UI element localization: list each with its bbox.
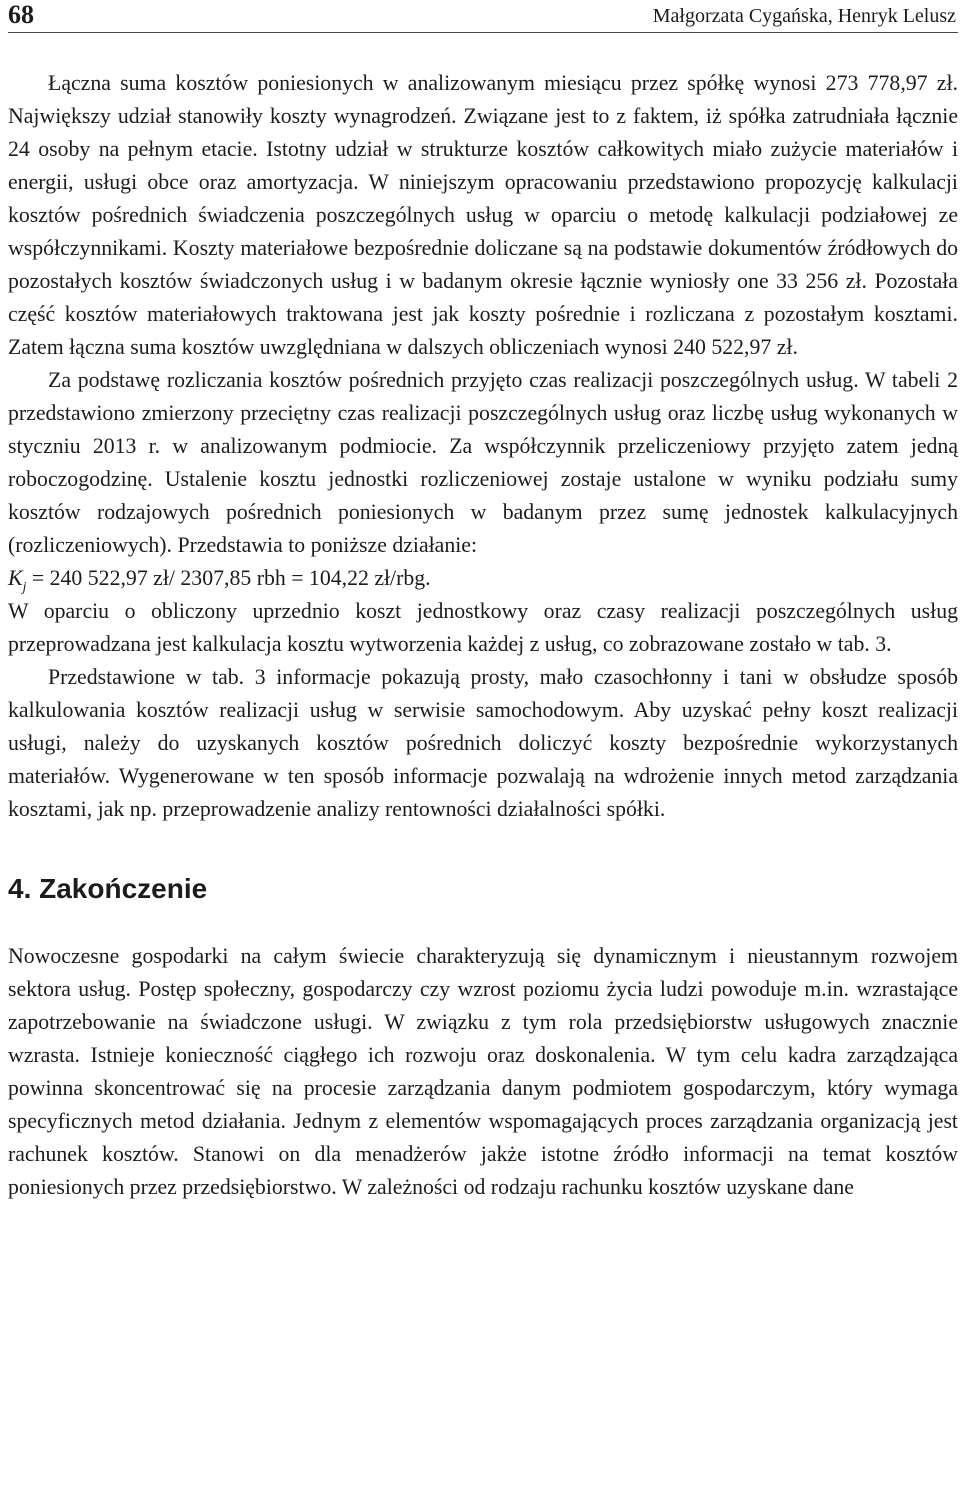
paragraph: Za podstawę rozliczania kosztów pośrednich przyjęto czas realizacji poszczególnych usług. W tabeli 2 przedstawiono zmierzony przeciętny czas realizacji poszczególnych usług oraz liczbę usług wykonanych w styczniu 2013 r. w analizowanym podmiocie. Za współczynnik przeliczeniowy przyjęto zatem jedną roboczogodzinę. Ustalenie kosztu jednostki rozliczeniowej zostaje ustalone w wyniku podziału sumy kosztów rodzajowych pośrednich poniesionych w badanym przez sumę jednostek kalkulacyjnych (rozliczeniowych). Przedstawia to poniższe działanie: — [8, 368, 958, 557]
section-heading: 4. Zakończenie — [8, 873, 208, 904]
running-head-authors: Małgorzata Cygańska, Henryk Lelusz — [652, 5, 956, 27]
formula-subscript: j — [22, 580, 27, 595]
formula-symbol: K — [8, 566, 23, 590]
paragraph: W oparciu o obliczony uprzednio koszt jednostkowy oraz czasy realizacji poszczególnych usług przeprowadzana jest kalkulacja kosztu wytworzenia każdej z usług, co zobrazowane zostało w tab. 3. — [8, 599, 958, 656]
body-text — [8, 67, 958, 1204]
formula — [8, 562, 958, 595]
paragraph: Łączna suma kosztów poniesionych w analizowanym miesiącu przez spółkę wynosi 273 778,97 zł. Największy udział stanowiły koszty wynagrodzeń. Związane jest to z faktem, iż spółka zatrudniała łącznie 24 osoby na pełnym etacie. Istotny udział w strukturze kosztów całkowitych miało zużycie materiałów i energii, usługi obce oraz amortyzacja. W niniejszym opracowaniu przedstawiono propozycję kalkulacji kosztów pośrednich świadczenia poszczególnych usług w oparciu o metodę kalkulacji podziałowej ze współczynnikami. Koszty materiałowe bezpośrednie doliczane są na podstawie dokumentów źródłowych do pozostałych kosztów świadczonych usług i w badanym okresie łącznie wyniosły one 33 256 zł. Pozostała część kosztów materiałowych traktowana jest jak koszty pośrednie i rozliczana z pozostałym kosztami. Zatem łączna suma kosztów uwzględniana w dalszych obliczeniach wynosi 240 522,97 zł. — [8, 71, 958, 359]
page-header — [8, 0, 958, 33]
formula-expression: = 240 522,97 zł/ 2307,85 rbh = 104,22 zł/rbg. — [26, 566, 431, 590]
paragraph: Nowoczesne gospodarki na całym świecie charakteryzują się dynamicznym i nieustannym rozwojem sektora usług. Postęp społeczny, gospodarczy czy wzrost poziomu życia ludzi powoduje m.in. wzrastające zapotrzebowanie na świadczone usługi. W związku z tym rola przedsiębiorstw usługowych znacznie wzrasta. Istnieje konieczność ciągłego ich rozwoju oraz doskonalenia. W tym celu kadra zarządzająca powinna skoncentrować się na procesie zarządzania danym podmiotem gospodarczym, który wymaga specyficznych metod działania. Jednym z elementów wspomagających proces zarządzania organizacją jest rachunek kosztów. Stanowi on dla menadżerów jakże istotne źródło informacji na temat kosztów poniesionych przez przedsiębiorstwo. W zależności od rodzaju rachunku kosztów uzyskane dane — [8, 944, 958, 1199]
page-number: 68 — [8, 0, 34, 29]
paragraph: Przedstawione w tab. 3 informacje pokazują prosty, mało czasochłonny i tani w obsłudze sposób kalkulowania kosztów realizacji usług w serwisie samochodowym. Aby uzyskać pełny koszt realizacji usługi, należy do uzyskanych kosztów pośrednich doliczyć koszty bezpośrednie wykorzystanych materiałów. Wygenerowane w ten sposób informacje pozwalają na wdrożenie innych metod zarządzania kosztami, jak np. przeprowadzenie analizy rentowności działalności spółki. — [8, 665, 958, 821]
